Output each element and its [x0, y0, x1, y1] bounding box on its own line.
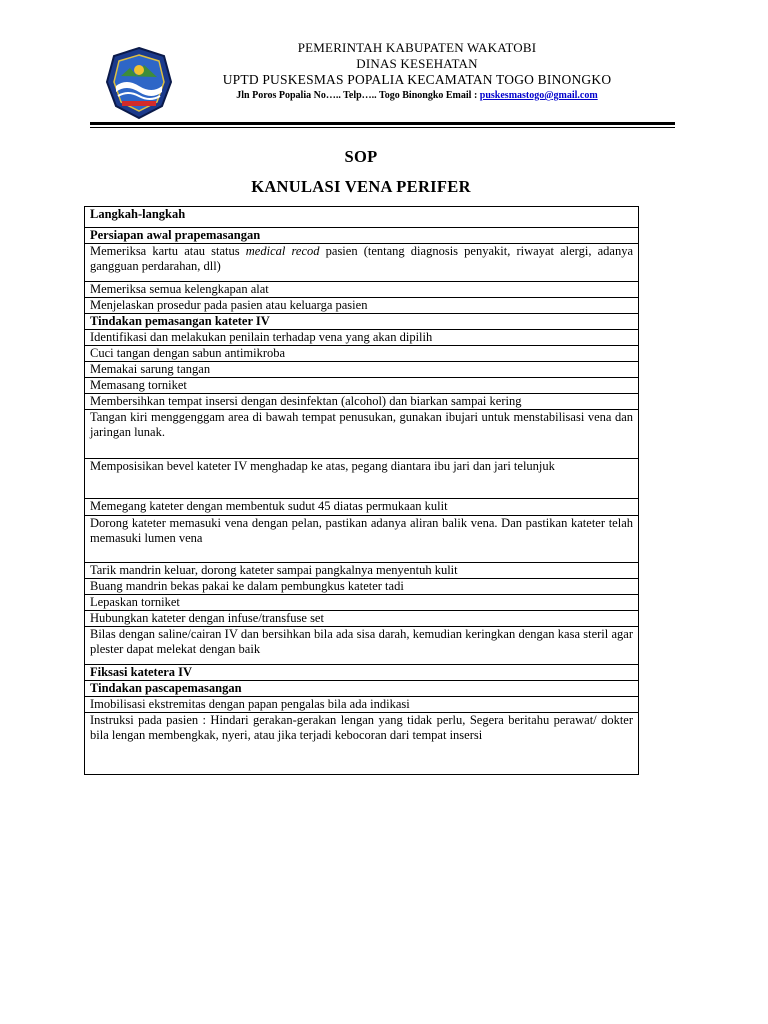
table-row: Lepaskan torniket [85, 595, 639, 611]
department-name: DINAS KESEHATAN [356, 56, 478, 71]
steps-table [84, 206, 639, 775]
document-title: KANULASI VENA PERIFER [251, 177, 471, 196]
address-text: Jln Poros Popalia No….. Telp….. Togo Binongko Email : [236, 90, 480, 101]
address-line [172, 89, 662, 103]
table-row: Imobilisasi ekstremitas dengan papan pengalas bila ada indikasi [85, 697, 639, 713]
regency-emblem-icon [104, 46, 174, 120]
table-row: Dorong kateter memasuki vena dengan pelan, pastikan adanya aliran balik vena. Dan pastikan kateter telah memasuki lumen vena [85, 516, 639, 563]
table-row: Bilas dengan saline/cairan IV dan bersihkan bila ada sisa darah, kemudian keringkan dengan kasa steril agar plester dapat melekat dengan baik [85, 627, 639, 665]
table-row: Cuci tangan dengan sabun antimikroba [85, 346, 639, 362]
header-rule-thick [90, 122, 675, 125]
table-row: Tangan kiri menggenggam area di bawah tempat penusukan, gunakan ibujari untuk menstabilisasi vena dan jaringan lunak. [85, 410, 639, 459]
document-type: SOP [344, 147, 378, 166]
section-fixation: Fiksasi katetera IV [85, 665, 639, 681]
institution-name: UPTD PUSKESMAS POPALIA KECAMATAN TOGO BINONGKO [222, 72, 612, 87]
table-row: Instruksi pada pasien : Hindari gerakan-gerakan lengan yang tidak perlu, Segera beritahu perawat/ dokter bila lengan membengkak, nyeri, atau jika terjadi kebocoran dari tempat insersi [85, 713, 639, 775]
table-row: Membersihkan tempat insersi dengan desinfektan (alcohol) dan biarkan sampai kering [85, 394, 639, 410]
row-text: pasien (tentang diagnosis penyakit, riwayat alergi, adanya gangguan perdarahan, dll) [90, 244, 633, 273]
section-post: Tindakan pascapemasangan [85, 681, 639, 697]
table-row: Menjelaskan prosedur pada pasien atau keluarga pasien [85, 298, 639, 314]
table-row: Memasang torniket [85, 378, 639, 394]
row-text: Memeriksa kartu atau status [90, 244, 246, 258]
table-row: Memposisikan bevel kateter IV menghadap ke atas, pegang diantara ibu jari dan jari telunjuk [85, 459, 639, 499]
header-rule-thin [90, 127, 675, 128]
table-row: Tarik mandrin keluar, dorong kateter sampai pangkalnya menyentuh kulit [85, 563, 639, 579]
table-row: Buang mandrin bekas pakai ke dalam pembungkus kateter tadi [85, 579, 639, 595]
government-name: PEMERINTAH KABUPATEN WAKATOBI [297, 40, 537, 55]
section-insert: Tindakan pemasangan kateter IV [85, 314, 639, 330]
table-row: Memeriksa semua kelengkapan alat [85, 282, 639, 298]
table-row: Hubungkan kateter dengan infuse/transfuse set [85, 611, 639, 627]
section-pre: Persiapan awal prapemasangan [85, 228, 639, 244]
row-text-italic: medical recod [245, 244, 320, 258]
letterhead [172, 40, 662, 103]
table-row: Identifikasi dan melakukan penilain terhadap vena yang akan dipilih [85, 330, 639, 346]
email-link[interactable]: puskesmastogo@gmail.com [479, 90, 598, 101]
table-row [85, 244, 639, 282]
table-header: Langkah-langkah [85, 207, 639, 228]
table-row: Memakai sarung tangan [85, 362, 639, 378]
table-row: Memegang kateter dengan membentuk sudut 45 diatas permukaan kulit [85, 499, 639, 516]
